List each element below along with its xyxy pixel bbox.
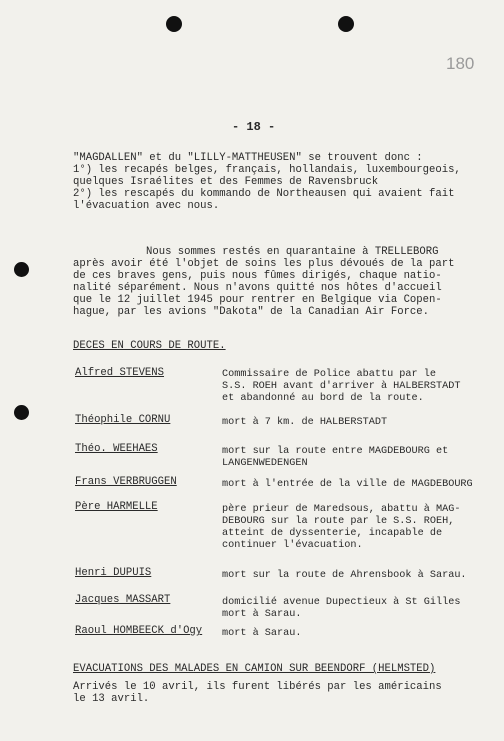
punch-hole — [14, 405, 29, 420]
punch-hole — [14, 262, 29, 277]
evacuation-heading: EVACUATIONS DES MALADES EN CAMION SUR BEENDORF (HELMSTED) — [73, 663, 436, 675]
folio-number: 180 — [446, 54, 475, 73]
intro-line: 1°) les recapés belges, français, hollandais, luxembourgeois, — [73, 164, 461, 176]
intro-line: 2°) les rescapés du kommando de Northeausen qui avaient fait — [73, 188, 455, 200]
deaths-heading: DECES EN COURS DE ROUTE. — [73, 340, 226, 352]
death-name: Théo. WEEHAES — [75, 443, 158, 455]
intro-line: quelques Israélites et des Femmes de Ravensbruck — [73, 176, 379, 188]
paragraph-line: hague, par les avions "Dakota" de la Canadian Air Force. — [73, 306, 430, 318]
death-detail: mort sur la route de Ahrensbook à Sarau. — [222, 570, 467, 581]
death-detail: mort à 7 km. de HALBERSTADT — [222, 417, 388, 428]
evacuation-text: Arrivés le 10 avril, ils furent libérés par les américains — [73, 681, 442, 693]
death-detail: domicilié avenue Dupectieux à St Gilles — [222, 597, 461, 608]
paragraph-line: que le 12 juillet 1945 pour rentrer en Belgique via Copen- — [73, 294, 442, 306]
death-name: Frans VERBRUGGEN — [75, 476, 177, 488]
death-detail: atteint de dyssenterie, incapable de — [222, 528, 443, 539]
death-detail: mort à l'entrée de la ville de MAGDEBOURG — [222, 479, 473, 490]
page-number: - 18 - — [232, 120, 276, 134]
death-detail: mort à Sarau. — [222, 628, 302, 639]
death-name: Jacques MASSART — [75, 594, 171, 606]
intro-line: l'évacuation avec nous. — [73, 200, 220, 212]
death-detail: LANGENWEDENGEN — [222, 458, 308, 469]
death-detail: et abandonné au bord de la route. — [222, 393, 424, 404]
paragraph-line: de ces braves gens, puis nous fûmes dirigés, chaque natio- — [73, 270, 442, 282]
paragraph-line: Nous sommes restés en quarantaine à TRELLEBORG — [146, 246, 439, 258]
death-detail: S.S. ROEH avant d'arriver à HALBERSTADT — [222, 381, 461, 392]
intro-line: "MAGDALLEN" et du "LILLY-MATTHEUSEN" se trouvent donc : — [73, 152, 423, 164]
death-detail: DEBOURG sur la route par le S.S. ROEH, — [222, 516, 455, 527]
death-detail: continuer l'évacuation. — [222, 540, 363, 551]
death-name: Alfred STEVENS — [75, 367, 165, 379]
death-detail: père prieur de Maredsous, abattu à MAG- — [222, 504, 461, 515]
evacuation-text: le 13 avril. — [73, 693, 150, 705]
death-detail: Commissaire de Police abattu par le — [222, 369, 436, 380]
punch-hole — [338, 16, 354, 32]
death-detail: mort à Sarau. — [222, 609, 302, 620]
death-name: Théophile CORNU — [75, 414, 171, 426]
death-name: Raoul HOMBEECK d'Ogy — [75, 625, 203, 637]
death-detail: mort sur la route entre MAGDEBOURG et — [222, 446, 449, 457]
punch-hole — [166, 16, 182, 32]
paragraph-line: après avoir été l'objet de soins les plus dévoués de la part — [73, 258, 455, 270]
paragraph-line: nalité séparément. Nous n'avons quitté nos hôtes d'accueil — [73, 282, 442, 294]
death-name: Père HARMELLE — [75, 501, 158, 513]
death-name: Henri DUPUIS — [75, 567, 152, 579]
